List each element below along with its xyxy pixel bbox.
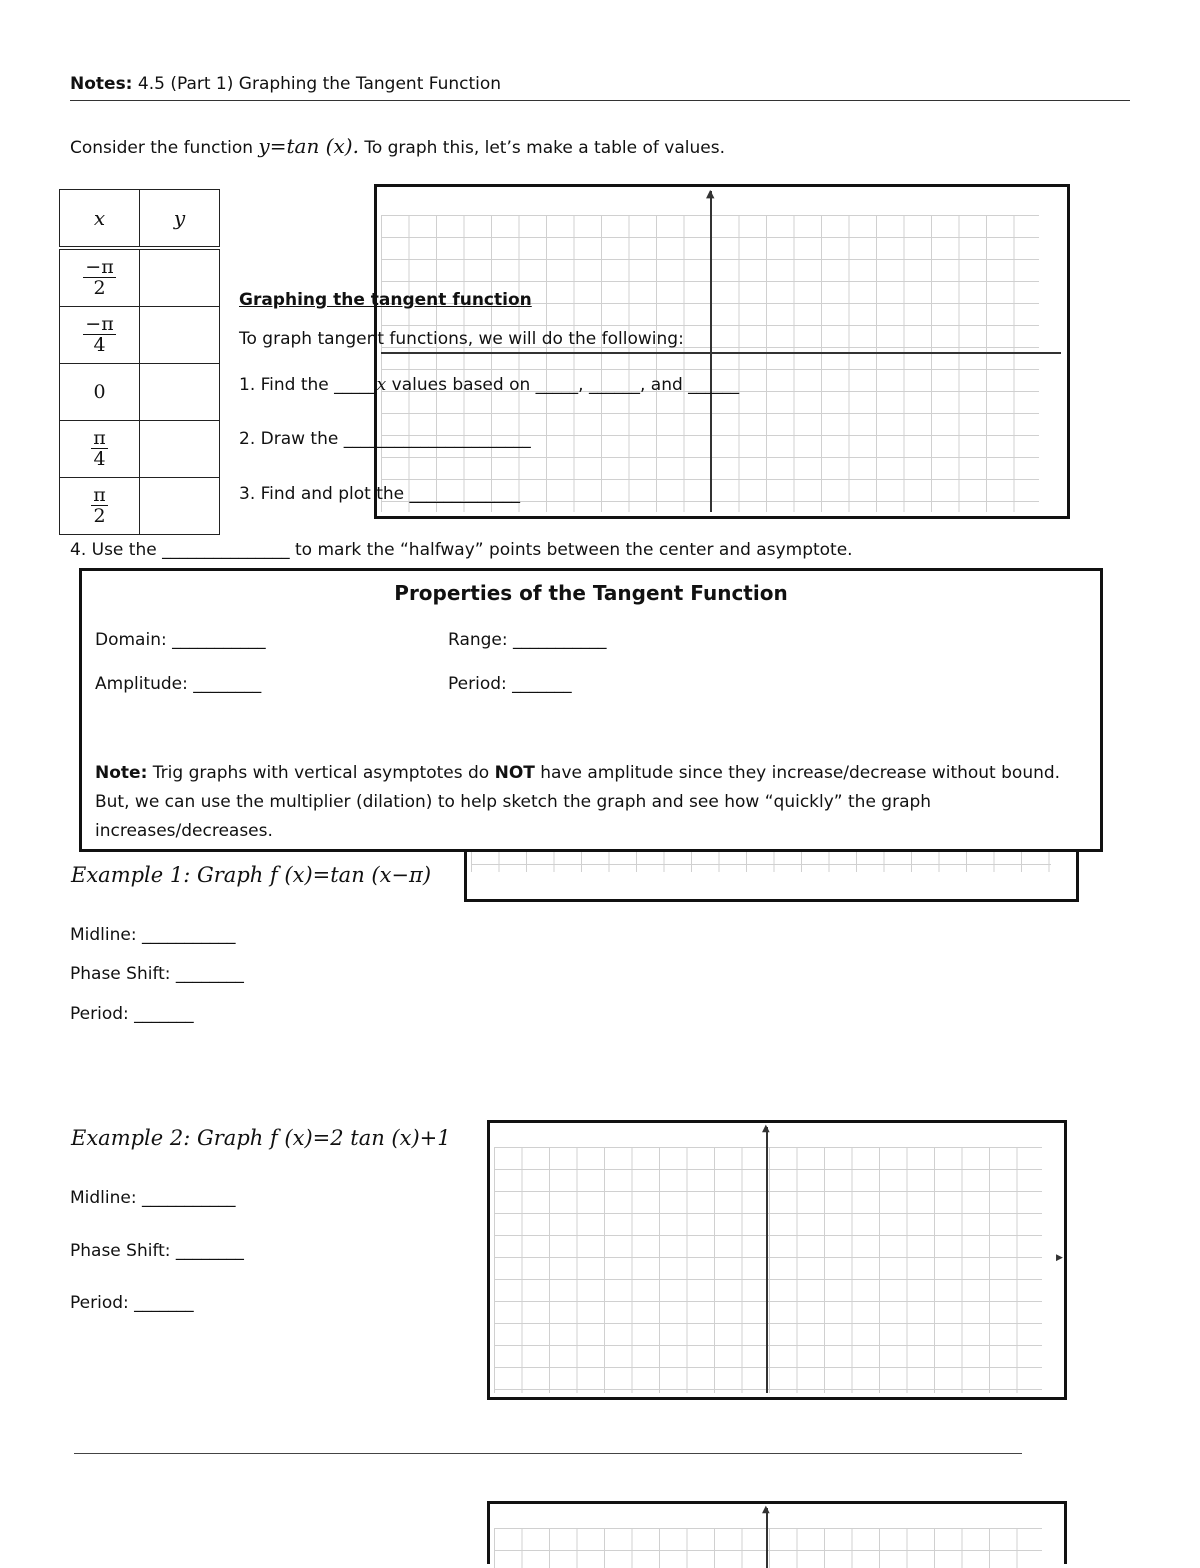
table-header-row xyxy=(60,190,220,249)
properties-title: Properties of the Tangent Function xyxy=(394,581,788,605)
y-axis xyxy=(766,1508,768,1568)
amplitude-field: Amplitude: ________ xyxy=(95,674,262,694)
y-value-cell[interactable] xyxy=(140,478,220,535)
graph-grid-example-2 xyxy=(487,1120,1067,1400)
step-1 xyxy=(239,375,739,395)
table-row xyxy=(60,307,220,364)
note-emphasis: NOT xyxy=(494,763,535,783)
table-row xyxy=(60,478,220,535)
col-y-header: y xyxy=(140,190,220,249)
page-header xyxy=(70,74,1130,101)
fraction-numerator: −π xyxy=(85,312,114,335)
note-text: Trig graphs with vertical asymptotes do xyxy=(147,763,495,783)
intro-math: y=tan (x). xyxy=(258,134,359,158)
page-title: 4.5 (Part 1) Graphing the Tangent Function xyxy=(137,74,502,94)
intro-after: To graph this, let’s make a table of values. xyxy=(364,138,725,158)
note-text-end: have amplitude since they increase/decrease without bound. But, we can use the multiplier (dilation) to help sketch the graph and see how “quickly” the graph increases/decreases. xyxy=(95,763,1061,841)
y-value-cell[interactable] xyxy=(140,307,220,364)
grid-lines xyxy=(494,1528,1042,1568)
x-axis xyxy=(381,352,1061,354)
step-2: 2. Draw the ______________________ xyxy=(239,429,531,449)
graph-grid-example-3 xyxy=(487,1501,1067,1564)
table-row xyxy=(60,421,220,478)
example-1-midline: Midline: ___________ xyxy=(70,925,236,945)
example-2-title: Example 2: Graph f (x)=2 tan (x)+1 xyxy=(71,1126,451,1150)
step-1-x: x xyxy=(376,375,387,395)
y-axis-arrow-icon: ▲ xyxy=(706,187,715,200)
note-label: Note: xyxy=(95,763,148,783)
x-value-zero: 0 xyxy=(60,364,140,421)
period-field: Period: _______ xyxy=(448,674,572,694)
y-value-cell[interactable] xyxy=(140,248,220,307)
example-2-period: Period: _______ xyxy=(70,1293,194,1313)
step-1-text: 1. Find the _____ xyxy=(239,375,377,395)
y-value-cell[interactable] xyxy=(140,421,220,478)
fraction-numerator: π xyxy=(93,426,106,449)
step-3: 3. Find and plot the _____________ xyxy=(239,484,521,504)
intro-before: Consider the function xyxy=(70,138,259,158)
grid-lines xyxy=(494,1147,1042,1393)
graph-grid-1 xyxy=(374,184,1070,519)
example-2-midline: Midline: ___________ xyxy=(70,1188,236,1208)
range-field: Range: ___________ xyxy=(448,630,607,650)
fraction-denominator: 2 xyxy=(93,505,106,528)
x-value-fraction xyxy=(83,257,115,300)
table-row xyxy=(60,248,220,307)
x-value-fraction xyxy=(83,314,115,357)
fraction-denominator: 4 xyxy=(93,334,106,357)
step-4: 4. Use the _______________ to mark the “halfway” points between the center and asymptote. xyxy=(70,540,853,560)
values-table xyxy=(59,189,220,535)
example-2-phase-shift: Phase Shift: ________ xyxy=(70,1241,244,1261)
intro-line xyxy=(70,134,725,158)
y-axis-arrow-icon: ▲ xyxy=(762,1504,770,1515)
col-x-header: x xyxy=(60,190,140,249)
notes-label: Notes: xyxy=(70,74,133,94)
domain-field: Domain: ___________ xyxy=(95,630,266,650)
step-1-text-end: values based on _____, ______, and ______ xyxy=(386,375,740,395)
y-value-cell[interactable] xyxy=(140,364,220,421)
x-value-fraction xyxy=(91,485,108,528)
x-value-fraction xyxy=(91,428,108,471)
fraction-numerator: π xyxy=(93,483,106,506)
table-row xyxy=(60,364,220,421)
fraction-denominator: 2 xyxy=(93,277,106,300)
y-axis xyxy=(766,1127,768,1393)
example-1-period: Period: _______ xyxy=(70,1004,194,1024)
example-1-title: Example 1: Graph f (x)=tan (x−π) xyxy=(71,863,432,887)
properties-box xyxy=(79,568,1103,852)
x-axis-arrow-icon: ▶ xyxy=(1056,1253,1063,1263)
fraction-numerator: −π xyxy=(85,255,114,278)
example-1-phase-shift: Phase Shift: ________ xyxy=(70,964,244,984)
steps-intro: To graph tangent functions, we will do the following: xyxy=(239,329,684,349)
fraction-denominator: 4 xyxy=(93,448,106,471)
y-axis-arrow-icon: ▲ xyxy=(762,1123,770,1134)
note-paragraph xyxy=(95,759,1090,846)
section-divider xyxy=(74,1453,1022,1454)
steps-heading: Graphing the tangent function xyxy=(239,290,532,310)
